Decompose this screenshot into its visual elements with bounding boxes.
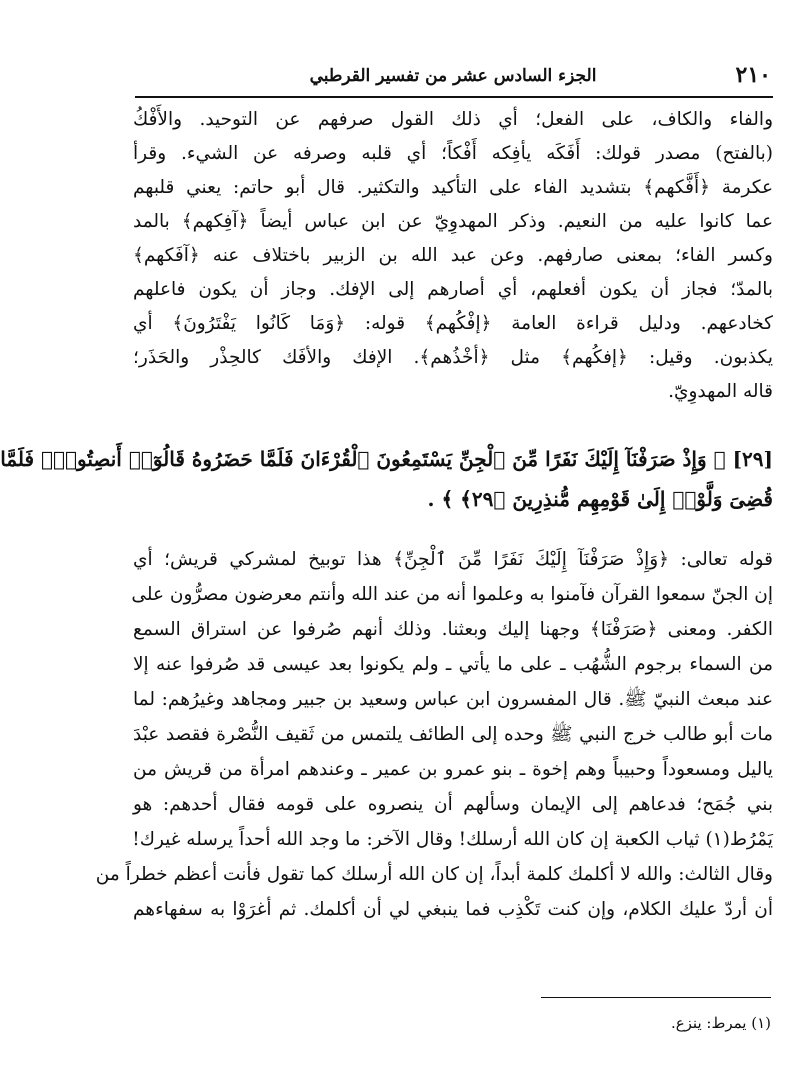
text-line: أن أردّ عليك الكلام، وإن كنت تَكْذِب فما ينبغي لي أن أكلمك. ثم أغرَوْا به سفهاءهم [133, 899, 773, 920]
text-line: وكسر الفاء؛ بمعنى صارفهم. وعن عبد الله بن الزبير باختلاف عنه ﴿آفَكهم﴾ [133, 245, 773, 266]
paragraph-1 [133, 103, 773, 413]
header-rule [135, 96, 773, 98]
text-line: ياليل ومسعوداً وحبيباً وهم إخوة ـ بنو عمرو بن عمير ـ وعندهم امرأة من قريش من [133, 759, 773, 780]
text-line: عما كانوا عليه من النعيم. وذكر المهدوِيّ عن ابن عباس أيضاً ﴿آفِكهم﴾ بالمد [133, 211, 773, 232]
text-line: عند مبعث النبيّ ﷺ. قال المفسرون ابن عباس وسعيد بن جبير ومجاهد وغيرُهم: لما [133, 689, 773, 710]
text-line: يَمْرُط(١) ثياب الكعبة إن كان الله أرسلك! وقال الآخر: ما وجد الله أحداً يرسله غيرك! [132, 829, 773, 850]
quran-verse [0, 442, 773, 522]
running-title: الجزء السادس عشر من تفسير القرطبي [309, 66, 597, 86]
text-line: بالمدّ؛ فجاز أن يكون أفعلهم، أي أصارهم إلى الإفك. وجاز أن يكون فاعلهم [133, 279, 773, 300]
verse-line: قُضِىَ وَلَّوْا۟ إِلَىٰ قَوْمِهِم مُّنذِرِينَ ﴿٢٩﴾ ﴾ . [427, 487, 773, 511]
text-line: وقال الثالث: والله لا أكلمك كلمة أبداً، إن كان الله أرسلك كما تقول فأنت أعظم خطراً من [95, 864, 773, 885]
text-line: (بالفتح) مصدر قولك: أَفَكَه يأفِكه أَفْكاً؛ أي قلبه وصرفه عن الشيء. وقرأ [133, 143, 773, 164]
footnote: (١) يمرط: ينزع. [670, 1014, 771, 1032]
page-header [133, 62, 773, 96]
text-line: الكفر. ومعنى ﴿صَرَفْنَا﴾ وجهنا إليك وبعثنا. وذلك أنهم صُرفوا عن استراق السمع [133, 619, 773, 640]
text-line: من السماء برجوم الشُّهُب ـ على ما يأتي ـ ولم يكونوا بعد عيسى قد صُرفوا عنه إلا [133, 654, 773, 675]
footnote-rule [541, 997, 771, 998]
text-line: مات أبو طالب خرج النبي ﷺ وحده إلى الطائف يلتمس من ثَقيف النُّصْرة فقصد عبْدَ [133, 724, 773, 745]
verse-line [0, 442, 773, 480]
verse-number: [٢٩] [732, 447, 773, 471]
text-line: قوله تعالى: ﴿وَإِذْ صَرَفْنَآ إِلَيْكَ نَفَرًا مِّنَ ٱلْجِنِّ﴾ هذا توبيخ لمشركي قريش؛ أي [133, 549, 773, 570]
paragraph-2 [95, 543, 773, 928]
page-number: ٢١٠ [735, 62, 771, 88]
text-line: يكذبون. وقيل: ﴿إفكُهم﴾ مثل ﴿أخْذُهم﴾. الإفك والأفَك كالحِذْر والحَذَر؛ [133, 347, 773, 368]
text-line: كخادعهم. ودليل قراءة العامة ﴿إفْكُهم﴾ قوله: ﴿وَمَا كَانُوا يَفْتَرُونَ﴾ أي [133, 313, 773, 334]
text-line: إن الجنّ سمعوا القرآن فآمنوا به وعلموا أنه من عند الله وأنتم معرضون مصرُّون على [131, 584, 773, 605]
text-line: بني جُمَح؛ فدعاهم إلى الإيمان وسألهم أن ينصروه على قومه فقال أحدهم: هو [133, 794, 773, 815]
text-line: والفاء والكاف، على الفعل؛ أي ذلك القول صرفهم عن التوحيد. والأَفْكُ [133, 109, 773, 130]
text-line: قاله المهدوِيّ. [668, 381, 773, 402]
verse-text: ﴿ وَإِذْ صَرَفْنَآ إِلَيْكَ نَفَرًا مِّنَ ٱلْجِنِّ يَسْتَمِعُونَ ٱلْقُرْءَانَ فَلَمَّا حَضَرُوهُ قَالُوٓا۟ أَنصِتُوا۟ۖ فَلَمَّا [0, 447, 726, 471]
text-line: عكرمة ﴿أَفَّكهم﴾ بتشديد الفاء على التأكيد والتكثير. قال أبو حاتم: يعني قلبهم [133, 177, 773, 198]
